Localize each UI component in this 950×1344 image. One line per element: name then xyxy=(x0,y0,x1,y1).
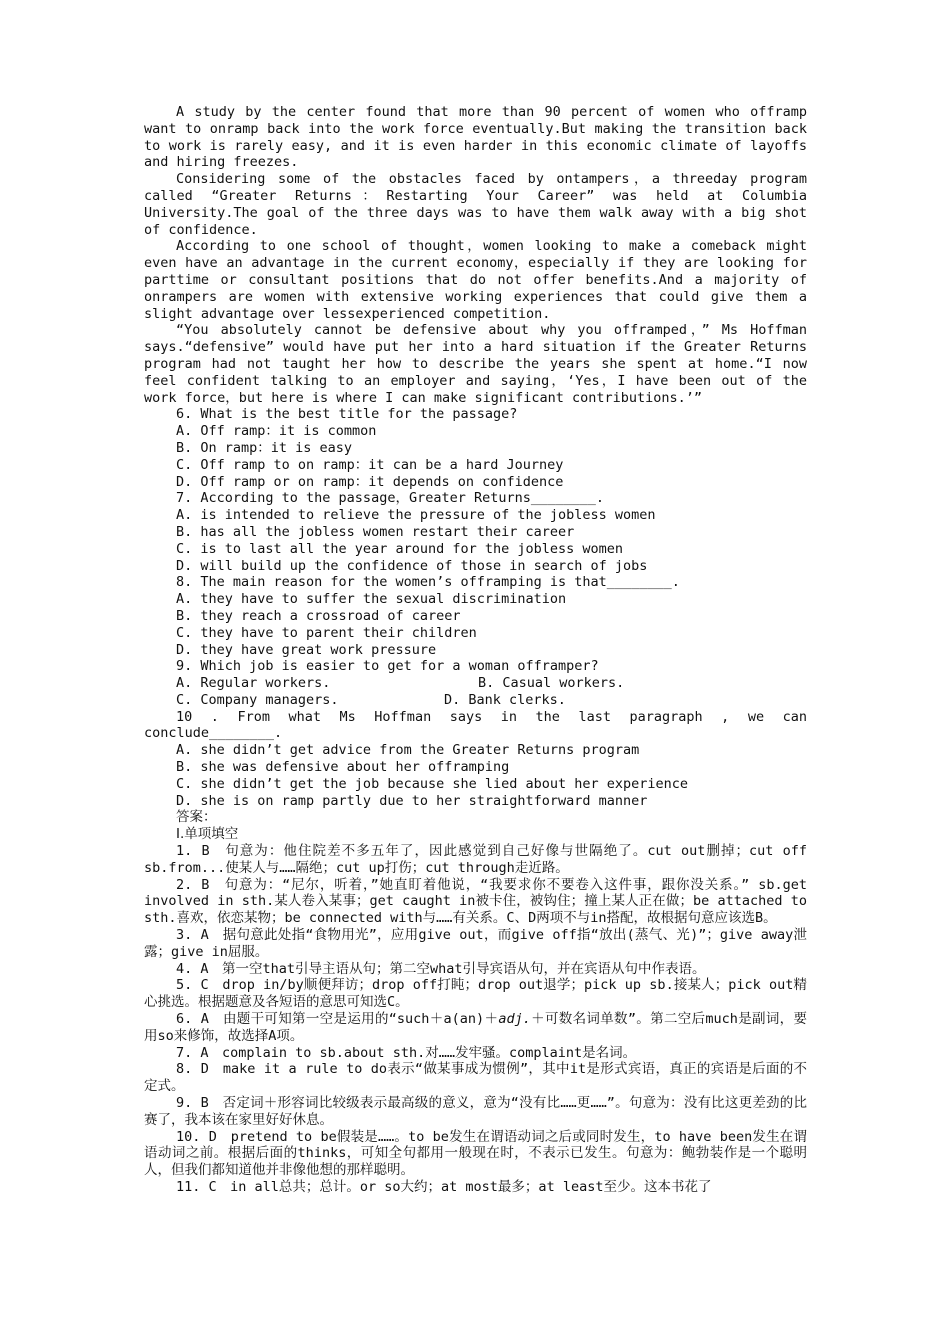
passage-paragraph-1: A study by the center found that more than 90 percent of women who offramp want to onramp back into the work force eventually.But making the transition back to work is rarely easy, and it is even harder in this economic climate of layoffs and hiring freezes. xyxy=(144,104,807,171)
answer-4: 4. A 第一空that引导主语从句；第二空what引导宾语从句，并在宾语从句中作表语。 xyxy=(176,960,706,977)
question-7-option-b: B. has all the jobless women restart their career xyxy=(176,523,575,540)
answer-11: 11. C in all总共；总计。or so大约；at most最多；at least至少。这本书花了 xyxy=(176,1179,712,1195)
question-8-option-b: B. they reach a crossroad of career xyxy=(176,607,461,624)
question-10-line-2: conclude________. xyxy=(144,725,283,742)
question-8-option-a: A. they have to suffer the sexual discrimination xyxy=(176,591,567,608)
answer-5: 5. C drop in/by顺便拜访；drop off打盹；drop out退学；pick up sb.接某人；pick out精心挑选。根据题意及各短语的意思可知选C。 xyxy=(144,977,807,1011)
question-6-option-d: D. Off ramp or on ramp：it depends on confidence xyxy=(176,473,564,490)
answer-6 xyxy=(144,1011,807,1045)
question-10-line-1: 10 . From what Ms Hoffman says in the last paragraph , we can xyxy=(176,708,807,725)
question-9-option-b: B. Casual workers. xyxy=(478,675,625,692)
question-6-option-c: C. Off ramp to on ramp：it can be a hard Journey xyxy=(176,456,564,473)
question-6-option-b: B. On ramp：it is easy xyxy=(176,439,353,456)
question-9-options-row-2 xyxy=(144,692,807,709)
passage-paragraph-3: According to one school of thought，women looking to make a comeback might even have an advantage in the current economy，especially if they are looking for parttime or consultant positions that do not offer benefits.And a majority of onrampers are women with extensive working experiences that could give them a slight advantage over lessexperienced competition. xyxy=(144,238,807,322)
question-9-options-row-1 xyxy=(144,675,807,692)
answer-8: 8. D make it a rule to do表示“做某事成为惯例”，其中it是形式宾语，真正的宾语是后面的不定式。 xyxy=(144,1061,807,1095)
question-10-option-b: B. she was defensive about her offramping xyxy=(176,759,510,776)
passage-paragraph-4: “You absolutely cannot be defensive about why you offramped，” Ms Hoffman says.“defensive” would have put her into a hard situation if the Greater Returns program had not taught her how to describe the years she spent at home.“I now feel confident talking to an employer and saying，‘Yes，I have been out of the work force，but here is where I can make significant contributions.’” xyxy=(144,322,807,406)
answer-7: 7. A complain to sb.about sth.对……发牢骚。complaint是名词。 xyxy=(176,1044,637,1061)
answer-3: 3. A 据句意此处指“食物用光”，应用give out，而give off指“放出(蒸气、光)”；give away泄露；give in屈服。 xyxy=(144,927,807,960)
question-8: 8. The main reason for the women’s offramping is that________. xyxy=(176,574,680,591)
answer-6-post: ＋可数名词单数”。第二空后much是副词，要用so来修饰，故选择A项。 xyxy=(144,1011,807,1044)
question-10-option-d: D. she is on ramp partly due to her straightforward manner xyxy=(176,792,648,809)
answers-section-title: Ⅰ.单项填空 xyxy=(176,826,239,843)
answer-6-adj: adj. xyxy=(498,1011,531,1028)
answers-heading: 答案： xyxy=(176,809,217,826)
answer-6-pre: 6. A 由题干可知第一空是运用的“such＋a(an)＋ xyxy=(176,1011,499,1028)
question-6: 6. What is the best title for the passage? xyxy=(176,406,518,423)
document-page xyxy=(144,104,807,1196)
answer-1: 1. B 句意为：他住院差不多五年了，因此感觉到自己好像与世隔绝了。cut out删掉；cut off sb.from...使某人与……隔绝；cut up打伤；cut through走近路。 xyxy=(144,843,807,876)
question-9-option-d: D. Bank clerks. xyxy=(444,691,566,708)
answer-9: 9. B 否定词＋形容词比较级表示最高级的意义，意为“没有比……更……”。句意为：没有比这更差劲的比赛了，我本该在家里好好休息。 xyxy=(144,1095,807,1128)
question-9: 9. Which job is easier to get for a woman offramper? xyxy=(176,658,599,675)
question-7-option-a: A. is intended to relieve the pressure of the jobless women xyxy=(176,507,656,524)
question-10-option-a: A. she didn’t get advice from the Greater Returns program xyxy=(176,742,640,759)
question-7: 7. According to the passage，Greater Returns________. xyxy=(176,490,605,507)
question-7-option-c: C. is to last all the year around for the jobless women xyxy=(176,540,624,557)
answer-2: 2. B 句意为：“尼尔，听着，”她直盯着他说，“我要求你不要卷入这件事，跟你没关系。” sb.get involved in sth.某人卷入某事；get caught in被卡住，被钩住；撞上某人正在做；be attached to sth.喜欢，依恋某物；be connected with与……有关系。C、D两项不与in搭配，故根据句意应该选B。 xyxy=(144,876,807,927)
question-10-option-c: C. she didn’t get the job because she lied about her experience xyxy=(176,775,689,792)
question-8-option-c: C. they have to parent their children xyxy=(176,624,477,641)
question-8-option-d: D. they have great work pressure xyxy=(176,641,437,658)
question-9-option-a: A. Regular workers. xyxy=(176,675,331,692)
question-6-option-a: A. Off ramp：it is common xyxy=(176,423,377,440)
answer-10: 10. D pretend to be假装是……。to be发生在谓语动词之后或同时发生，to have been发生在谓语动词之前。根据后面的thinks，可知全句都用一般现在时，不表示已发生。句意为：鲍勃装作是一个聪明人，但我们都知道他并非像他想的那样聪明。 xyxy=(144,1128,807,1179)
question-7-option-d: D. will build up the confidence of those in search of jobs xyxy=(176,557,648,574)
passage-paragraph-2: Considering some of the obstacles faced by ontampers，a threeday program called “Greater Returns：Restarting Your Career” was held at Columbia University.The goal of the three days was to have them walk away with a big shot of confidence. xyxy=(144,171,807,238)
question-9-option-c: C. Company managers. xyxy=(176,691,339,708)
